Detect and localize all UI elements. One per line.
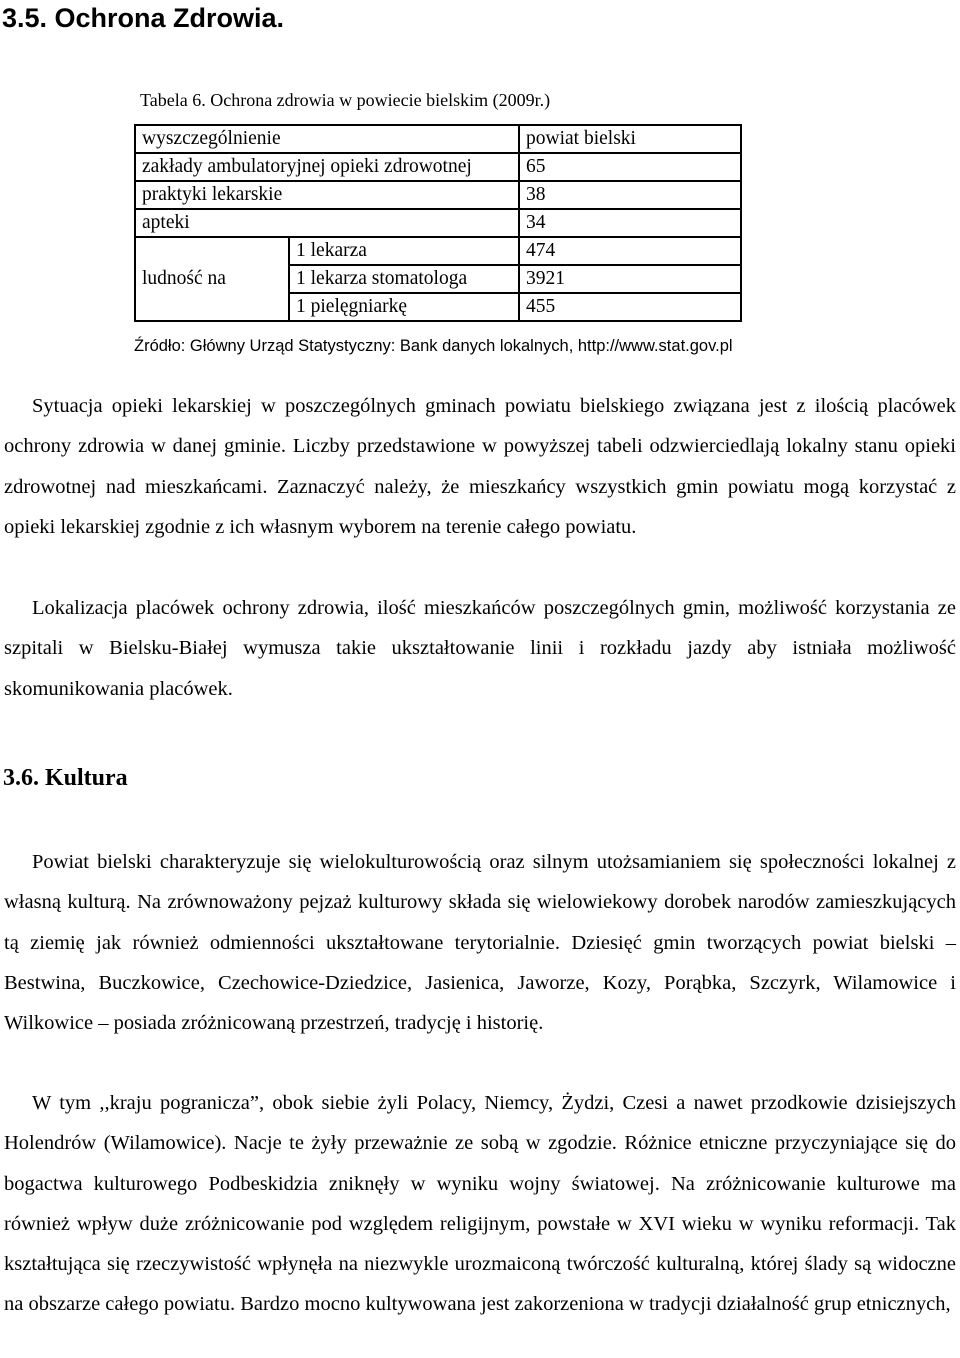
table-header-row [135,125,741,153]
table-row [135,153,741,181]
table-cell-value: 38 [519,181,741,209]
table-row [135,181,741,209]
table-cell-label: praktyki lekarskie [135,181,519,209]
table-row [135,237,741,265]
health-table [134,124,742,322]
table-header-right: powiat bielski [519,125,741,153]
table-cell-value: 65 [519,153,741,181]
paragraph-culture-2: W tym ,,kraju pogranicza”, obok siebie żyli Polacy, Niemcy, Żydzi, Czesi a nawet przodkowie dzisiejszych Holendrów (Wilamowice). Nacje te żyły przeważnie ze sobą w zgodzie. Różnice etniczne przyczyniające się do bogactwa kulturowego Podbeskidzia zniknęły w wyniku wojny światowej. Na zróżnicowanie kulturowe ma również wpływ duże zróżnicowanie pod względem religijnym, powstałe w XVI wieku w wyniku reformacji. Tak kształtująca się rzeczywistość wpłynęła na niezwykle urozmaiconą twórczość kulturalną, której ślady są widoczne na obszarze całego powiatu. Bardzo mocno kultywowana jest zakorzeniona w tradycji działalność grup etnicznych, [4,1092,956,1316]
paragraph-health-1: Sytuacja opieki lekarskiej w poszczególnych gminach powiatu bielskiego związana jest z ilością placówek ochrony zdrowia w danej gminie. Liczby przedstawione w powyższej tabeli odzwierciedlają lokalny stanu opieki zdrowotnej nad mieszkańcami. Zaznaczyć należy, że mieszkańcy wszystkich gmin powiatu mogą korzystać z opieki lekarskiej zgodnie z ich własnym wyborem na terenie całego powiatu. [4,395,956,538]
table-cell-label: 1 lekarza [289,237,519,265]
table-cell-label: zakłady ambulatoryjnej opieki zdrowotnej [135,153,519,181]
table-cell-value: 474 [519,237,741,265]
paragraph-health-2: Lokalizacja placówek ochrony zdrowia, ilość mieszkańców poszczególnych gmin, możliwość korzystania ze szpitali w Bielsku-Białej wymusza takie ukształtowanie linii i rozkładu jazdy aby istniała możliwość skomunikowania placówek. [4,597,956,700]
table-group-label: ludność na [135,237,289,321]
table-header-left: wyszczególnienie [135,125,519,153]
table-caption: Tabela 6. Ochrona zdrowia w powiecie bielskim (2009r.) [140,90,551,110]
paragraph-culture-1: Powiat bielski charakteryzuje się wielokulturowością oraz silnym utożsamianiem się społeczności lokalnej z własną kulturą. Na zrównoważony pejzaż kulturowy składa się wielowiekowy dorobek narodów zamieszkujących tą ziemię jak również odmienności ukształtowane terytorialnie. Dziesięć gmin tworzących powiat bielski – Bestwina, Buczkowice, Czechowice-Dziedzice, Jasienica, Jaworze, Kozy, Porąbka, Szczyrk, Wilamowice i Wilkowice – posiada zróżnicowaną przestrzeń, tradycję i historię. [4,851,956,1035]
table-cell-label: 1 lekarza stomatologa [289,265,519,293]
section-heading-health: 3.5. Ochrona Zdrowia. [2,3,285,33]
table-row [135,209,741,237]
section-heading-culture: 3.6. Kultura [3,765,128,791]
table-cell-value: 34 [519,209,741,237]
table-cell-value: 3921 [519,265,741,293]
table-source-note: Źródło: Główny Urząd Statystyczny: Bank danych lokalnych, http://www.stat.gov.pl [134,337,733,355]
table-cell-value: 455 [519,293,741,321]
table-cell-label: apteki [135,209,519,237]
table-cell-label: 1 pielęgniarkę [289,293,519,321]
